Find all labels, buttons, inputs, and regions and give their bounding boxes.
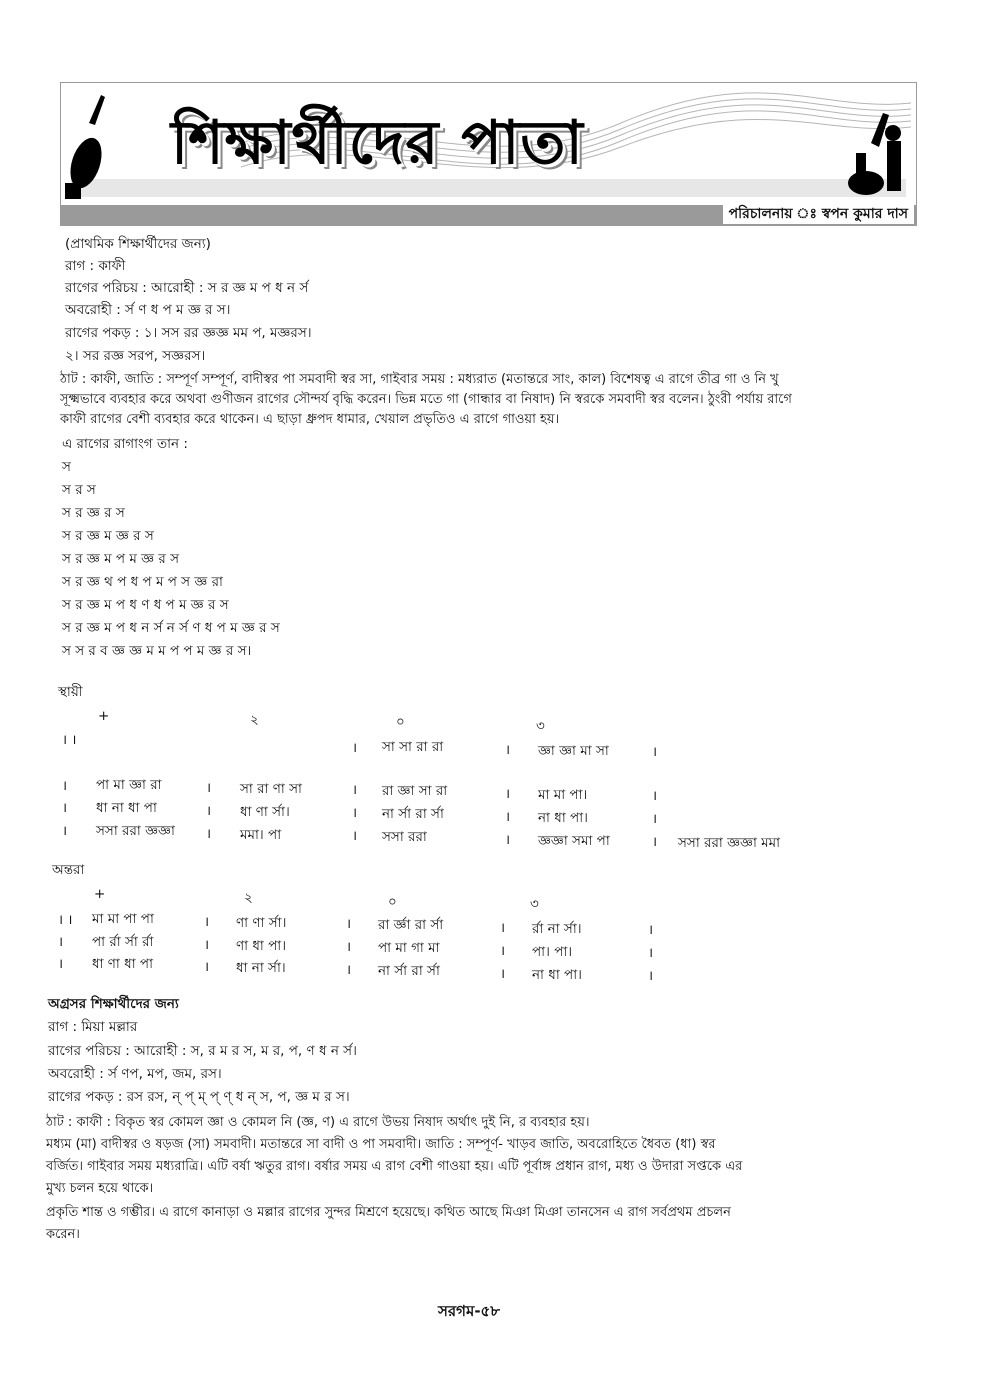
- notation-cell: জ্ঞা জ্ঞা মা সা: [538, 743, 609, 759]
- taan-line: স র জ্ঞ ম জ্ঞ র স: [62, 528, 154, 544]
- notation-cell: না ধা পা।: [532, 967, 582, 983]
- bar-line: ।: [652, 788, 658, 804]
- notation-cell: মা মা পা।: [538, 787, 588, 803]
- notation-cell: ধা ণা ধা পা: [92, 956, 153, 972]
- bar-line: ।: [648, 922, 654, 938]
- beat-marker: +: [98, 708, 110, 724]
- beat-marker: ০: [388, 894, 397, 910]
- bar-line: ।: [652, 834, 658, 850]
- description-line: প্রকৃতি শান্ত ও গম্ভীর। এ রাগে কানাড়া ও মল্লার রাগের সুন্দর মিশ্রণে হয়েছে। কথিত আছে মিঞা মিঞা তানসেন এ রাগ সর্বপ্রথম প্রচলন: [46, 1205, 731, 1220]
- beat-marker: ২: [244, 890, 253, 906]
- description-line: ঠাট : কাফী, জাতি : সম্পূর্ণ সম্পূর্ণ, বাদীস্বর পা সমবাদী স্বর সা, গাইবার সময় : মধ্যরাত (মতান্তরে সাং, কাল) বিশেষত্ব এ রাগে তীব্র গা ও নি খু: [60, 372, 779, 387]
- header-banner: [60, 82, 917, 226]
- bar-line: ।: [58, 956, 64, 972]
- notation-cell: না র্সা রা র্সা: [378, 963, 440, 979]
- bar-line: ।: [500, 966, 506, 982]
- taan-list: [62, 456, 280, 663]
- notation-cell: জ্ঞজ্ঞা সমা পা: [538, 833, 610, 849]
- notation-cell: ণা ণা র্সা।: [236, 915, 287, 931]
- description-line: করেন।: [46, 1227, 80, 1242]
- notation-cell: পা মা গা মা: [378, 940, 440, 956]
- page-number: সরগম-৫৮: [438, 1302, 501, 1320]
- beginner-avarohi: অবরোহী : র্স ণ ধ প ম জ্ঞ র স।: [65, 302, 231, 318]
- beat-marker: +: [94, 886, 106, 902]
- bar-line: ।: [206, 826, 212, 842]
- advanced-avarohi: অবরোহী : র্স ণপ, মপ, জম, রস।: [48, 1066, 222, 1082]
- taan-line: স র স: [62, 482, 96, 498]
- bar-line: ।: [500, 943, 506, 959]
- beat-marker: ৩: [530, 896, 539, 912]
- advanced-intro: রাগের পরিচয় : আরোহী : স, র ম র স, ম র, প, ণ ধ ন র্স।: [48, 1043, 357, 1059]
- bar-line: ।: [58, 934, 64, 950]
- notation-cell: না র্সা রা র্সা: [382, 806, 444, 822]
- notation-cell: ধা ণা র্সা।: [240, 804, 290, 820]
- bar-line: ।: [648, 945, 654, 961]
- bar-line: ।: [352, 740, 358, 756]
- notation-cell: পা মা জ্ঞা রা: [96, 777, 162, 793]
- notation-cell: সা রা ণা সা: [240, 781, 302, 797]
- advanced-description: [46, 1112, 926, 1246]
- bar-line: ।: [346, 939, 352, 955]
- beginner-description: [60, 370, 940, 430]
- taan-line: স র জ্ঞ ম প ধ ন র্স ন র্স ণ ধ প ম জ্ঞ র স: [62, 620, 280, 636]
- bar-line: ।: [62, 800, 68, 816]
- description-line: মধ্যম (মা) বাদীস্বর ও ষড়জ (সা) সমবাদী। মতান্তরে সা বাদী ও পা সমবাদী। জাতি : সম্পূর্ণ- খাড়ব জাতি, অবরোহিতে ধৈবত (ধা) স্বর: [46, 1137, 716, 1152]
- notation-cell: সসা ররা: [382, 829, 427, 845]
- guitarist-icon: [848, 113, 901, 195]
- taan-line: স র জ্ঞ ম প ম জ্ঞ র স: [62, 551, 180, 567]
- bar-line: ।: [652, 744, 658, 760]
- notation-cell: র্রা না র্সা।: [532, 921, 582, 937]
- description-line: মুখ্য চলন হয়ে থাকে।: [46, 1181, 154, 1196]
- notation-cell: রা র্জ্ঞা রা র্সা: [378, 917, 444, 933]
- beginner-audience: (প্রাথমিক শিক্ষার্থীদের জন্য): [65, 236, 211, 252]
- bar-line: ।: [346, 916, 352, 932]
- notation-cell: পা। পা।: [532, 944, 573, 960]
- description-line: ঠাট : কাফী : বিকৃত স্বর কোমল জ্ঞা ও কোমল নি (জ্ঞ, ণ) এ রাগে উভয় নিষাদ অর্থাৎ দুই নি, র ব্যবহার হয়।: [46, 1115, 590, 1130]
- bar-line: ।: [500, 920, 506, 936]
- notation-cell: রা জ্ঞা সা রা: [382, 783, 448, 799]
- bar-line: ।: [648, 968, 654, 984]
- notation-cell: মা মা পা পা: [92, 911, 154, 927]
- taan-line: স: [62, 459, 71, 475]
- beginner-intro: রাগের পরিচয় : আরোহী : স র জ্ঞ ম প ধ ন র্স: [65, 280, 309, 296]
- beginner-raag: রাগ : কাফী: [65, 258, 126, 274]
- notation-cell: ধা না র্সা।: [236, 960, 286, 976]
- credit-line: পরিচালনায় ঃ স্বপন কুমার দাস: [723, 204, 914, 224]
- bar-line: ।: [352, 828, 358, 844]
- advanced-raag: রাগ : মিয়া মল্লার: [48, 1019, 138, 1035]
- notation-cell: সা সা রা রা: [382, 739, 444, 755]
- advanced-audience: অগ্রসর শিক্ষার্থীদের জন্য: [48, 996, 179, 1012]
- taan-heading: এ রাগের রাগাংগ তান :: [62, 436, 188, 452]
- bar-line: ।: [352, 782, 358, 798]
- beat-marker: ২: [250, 712, 259, 728]
- notation-cell: ধা না ধা পা: [96, 800, 157, 816]
- notation-cell: মমা। পা: [240, 827, 282, 843]
- start-bar: । ।: [58, 912, 73, 928]
- bar-line: ।: [505, 742, 511, 758]
- bar-line: ।: [346, 962, 352, 978]
- beat-marker: ৩: [536, 718, 545, 734]
- beat-marker: ০: [396, 714, 405, 730]
- bar-line: ।: [204, 937, 210, 953]
- taan-line: স র জ্ঞ র স: [62, 505, 125, 521]
- start-bar: । ।: [62, 732, 77, 748]
- bar-line: ।: [204, 914, 210, 930]
- bar-line: ।: [505, 786, 511, 802]
- bar-line: ।: [206, 803, 212, 819]
- bar-line: ।: [62, 778, 68, 794]
- sthayi-label: স্থায়ী: [58, 684, 83, 700]
- page-title: শিক্ষার্থীদের পাতা: [171, 108, 584, 178]
- bar-line: ।: [505, 809, 511, 825]
- taan-line: স র জ্ঞ ম প ধ ণ ধ প ম জ্ঞ র স: [62, 597, 229, 613]
- bar-line: ।: [352, 805, 358, 821]
- taan-line: স র জ্ঞ থ প ধ প ম প স জ্ঞ রা: [62, 574, 223, 590]
- bar-line: ।: [206, 780, 212, 796]
- notation-cell: পা র্রা র্সা র্রা: [92, 934, 154, 950]
- bar-line: ।: [62, 823, 68, 839]
- antara-label: অন্তরা: [52, 862, 85, 878]
- description-line: সূক্ষ্মভাবে ব্যবহার করে অথবা গুণীজন রাগের সৌন্দর্য বৃদ্ধি করেন। ভিন্ন মতে গা (গান্ধার বা নিষাদ) নি স্বরকে সমবাদী স্বর বলেন। ঠুংরী পর্যায় রাগে: [60, 392, 792, 407]
- notation-cell: সসা ররা জ্ঞজ্ঞা মমা: [678, 835, 781, 851]
- bar-line: ।: [505, 832, 511, 848]
- bar-line: ।: [652, 811, 658, 827]
- beginner-pakad-2: ২। সর রজ্ঞ সরপ, সজ্ঞরস।: [65, 348, 206, 364]
- description-line: কাফী রাগের বেশী ব্যবহার করে থাকেন। এ ছাড়া ধ্রুপদ ধামার, খেয়াল প্রভৃতিও এ রাগে গাওয়া হয়।: [60, 412, 560, 427]
- notation-cell: সসা ররা জ্ঞজ্ঞা: [96, 823, 175, 839]
- description-line: বর্জিত। গাইবার সময় মধ্যরাত্রি। এটি বর্ষা ঋতুর রাগ। বর্ষার সময় এ রাগ বেশী গাওয়া হয়। এটি পূর্বাঙ্গ প্রধান রাগ, মধ্য ও উদারা সপ্তকে এর: [46, 1159, 743, 1174]
- notation-cell: না ধা পা।: [538, 810, 588, 826]
- taan-line: স স র ব জ্ঞ জ্ঞ ম ম প প ম জ্ঞ র স।: [62, 643, 252, 659]
- beginner-pakad-1: রাগের পকড় : ১। সস রর জ্ঞজ্ঞ মম প, মজ্ঞরস।: [65, 325, 312, 341]
- advanced-pakad: রাগের পকড় : রস রস, ন্ প্ ম্ প্ ণ্ ধ ন্ স, প, জ্ঞ ম র স।: [48, 1089, 350, 1105]
- notation-cell: ণা ধা পা।: [236, 938, 287, 954]
- bar-line: ।: [204, 959, 210, 975]
